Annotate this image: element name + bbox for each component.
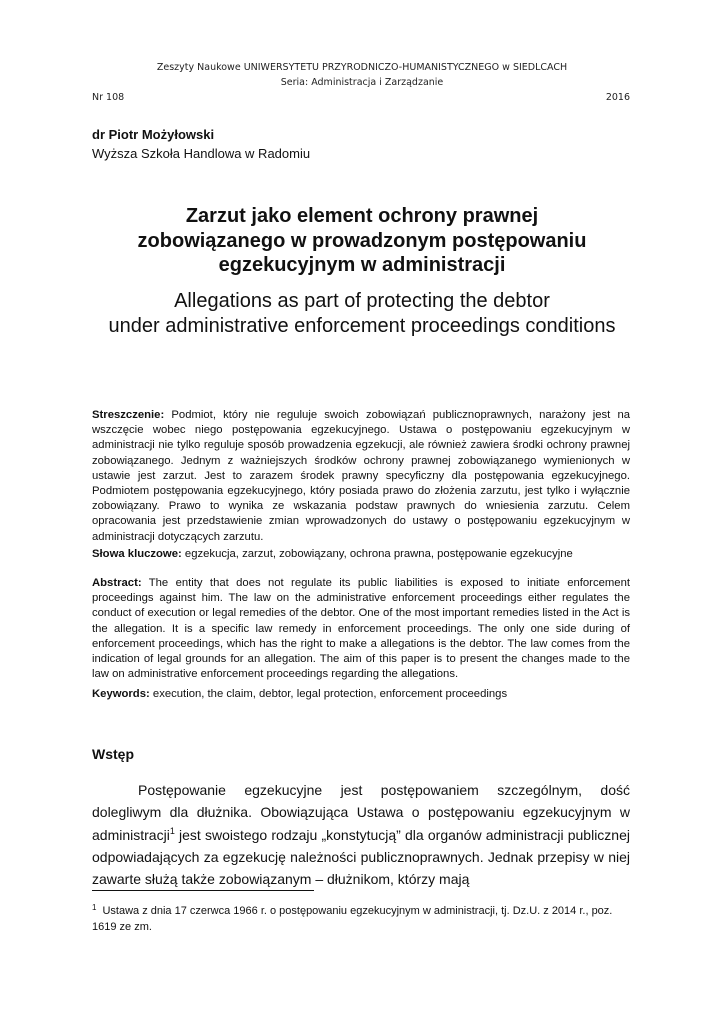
section-heading: Wstęp bbox=[92, 746, 134, 762]
footnote-reference[interactable]: 1 bbox=[169, 825, 175, 836]
author-block bbox=[92, 125, 310, 163]
title-english-line: under administrative enforcement proceedings conditions bbox=[108, 315, 616, 337]
abstract-polish-text: Podmiot, który nie reguluje swoich zobowiązań publicznoprawnych, narażony jest na wszczęcie wobec niego postępowania egzekucyjnego. Ustawa o postępowaniu egzekucyjnym w administracji nie tylko reguluje sposób prowadzenia egzekucji, ale również zawiera środki ochrony prawnej zobowiązanego. Jednym z ważniejszych środków ochrony prawnej zobowiązanego wymienionych w ustawie jest zarzut. Jest to zarazem środek prawny specyficzny dla postępowania egzekucyjnego. Podmiotem postępowania egzekucyjnego, który posiada prawo do złożenia zarzutu, jest tylko i wyłącznie zobowiązany. Prawo to wynika ze wskazania podstaw prawnych do wniesienia zarzutu. Celem opracowania jest przedstawienie zmian wprowadzonych do ustawy o postępowaniu egzekucyjnym w administracji dotyczących zarzutu. bbox=[92, 409, 631, 543]
title-polish-line: zobowiązanego w prowadzonym postępowaniu bbox=[137, 229, 587, 252]
title-english bbox=[72, 289, 652, 339]
journal-title: Zeszyty Naukowe UNIWERSYTETU PRZYRODNICZO-HUMANISTYCZNEGO w SIEDLCACH bbox=[156, 62, 568, 73]
keywords-english bbox=[92, 687, 630, 702]
keywords-english-label: Keywords: bbox=[92, 688, 150, 700]
body-paragraph bbox=[92, 779, 630, 890]
abstract-english-text: The entity that does not regulate its public liabilities is exposed to initiate enforcement proceedings against him. The law on the administrative enforcement proceedings either regulates the conduct of execution or legal remedies of the debtor. One of the most important remedies listed in the Act is the allegation. It is a specific law remedy in enforcement proceedings. The only one side during of enforcement proceedings, which has the right to make a allegations is the debtor. The law comes from the indication of legal grounds for an allegation. The aim of this paper is to present the changes made to the law on administrative enforcement proceedings regarding the allegations. bbox=[92, 577, 630, 681]
abstract-polish bbox=[92, 408, 630, 545]
abstract-polish-label: Streszczenie: bbox=[92, 409, 165, 421]
journal-series: Seria: Administracja i Zarządzanie bbox=[280, 77, 444, 88]
title-polish bbox=[92, 204, 632, 278]
footnote bbox=[92, 900, 630, 935]
title-polish-line: egzekucyjnym w administracji bbox=[218, 254, 506, 276]
author-affiliation: Wyższa Szkoła Handlowa w Radomiu bbox=[92, 146, 311, 161]
author-name: dr Piotr Możyłowski bbox=[92, 127, 215, 142]
title-english-line: Allegations as part of protecting the debtor bbox=[174, 290, 550, 312]
keywords-polish bbox=[92, 547, 630, 562]
issue-number: Nr 108 bbox=[92, 92, 125, 103]
keywords-polish-label: Słowa kluczowe: bbox=[92, 548, 182, 560]
keywords-english-text: execution, the claim, debtor, legal protection, enforcement proceedings bbox=[152, 688, 508, 700]
abstract-english-label: Abstract: bbox=[92, 577, 142, 589]
abstract-english bbox=[92, 576, 630, 682]
issue-year: 2016 bbox=[605, 92, 630, 103]
keywords-polish-text: egzekucja, zarzut, zobowiązany, ochrona prawna, postępowanie egzekucyjne bbox=[184, 548, 573, 560]
body-text-part: jest swoistego rodzaju „konstytucją” dla organów administracji publicznej odpowiadających za egzekucję należności publicznoprawnych. Jednak przepisy w niej zawarte służą także zobowiązanym – dłużnikom, którzy mają bbox=[92, 826, 630, 888]
footnote-mark: 1 bbox=[92, 903, 97, 912]
title-polish-line: Zarzut jako element ochrony prawnej bbox=[185, 205, 539, 227]
footnote-text: Ustawa z dnia 17 czerwca 1966 r. o postępowaniu egzekucyjnym w administracji, tj. Dz.U. z 2014 r., poz. 1619 ze zm. bbox=[92, 905, 613, 933]
journal-header bbox=[92, 60, 632, 90]
footnote-divider bbox=[92, 890, 314, 891]
body-text-part: Postępowanie egzekucyjne jest postępowaniem szczególnym, dość dolegliwym dla dłużnika. Obowiązująca Ustawa o postępowaniu egzekucyjnym w administracji bbox=[92, 782, 630, 843]
